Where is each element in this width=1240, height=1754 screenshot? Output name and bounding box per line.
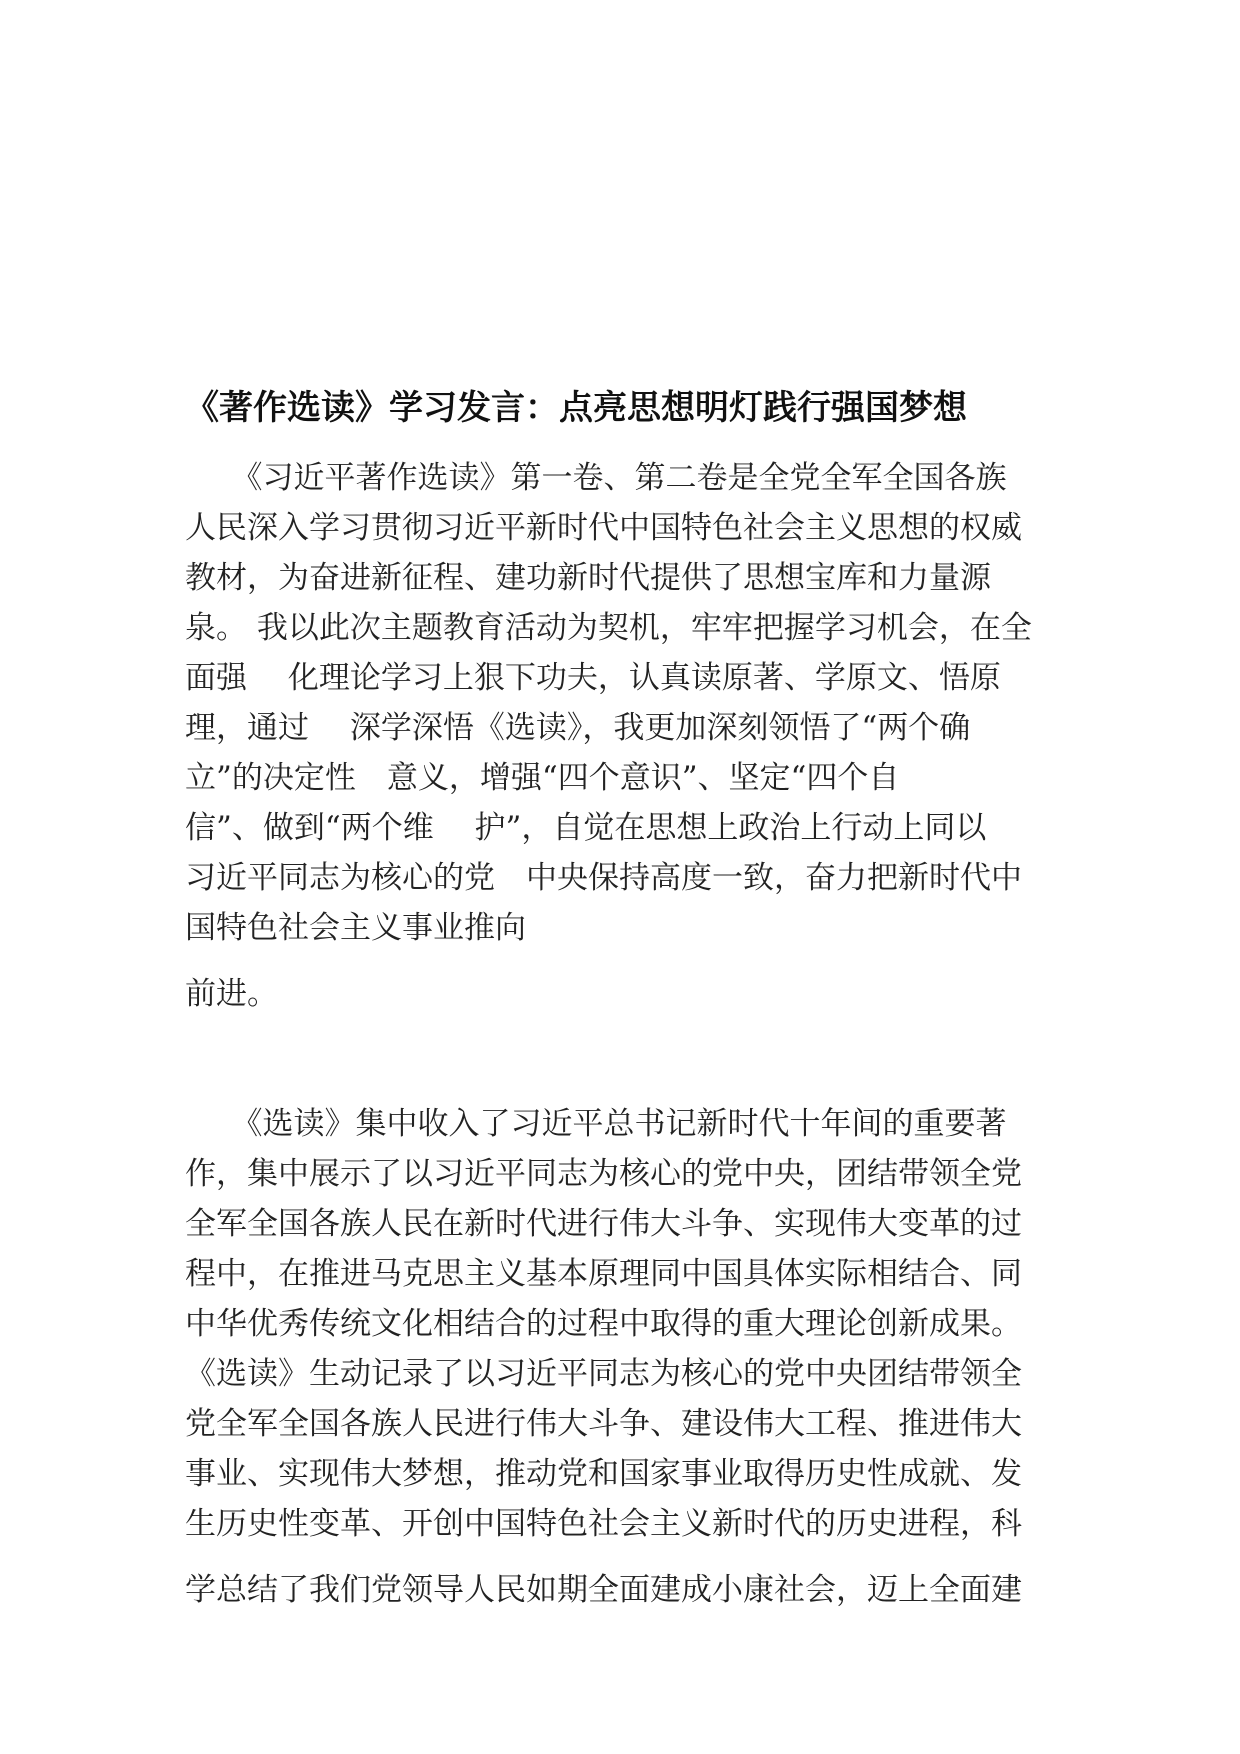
paragraph-2-line: 党全军全国各族人民进行伟大斗争、建设伟大工程、推进伟大: [185, 1406, 1022, 1442]
paragraph-1-tail: 前进。: [185, 976, 278, 1012]
paragraph-1-line: 泉。 我以此次主题教育活动为契机，牢牢把握学习机会，在全: [185, 610, 1032, 646]
paragraph-2-line: 学总结了我们党领导人民如期全面建成小康社会，迈上全面建: [185, 1572, 1022, 1608]
paragraph-1-line: 教材，为奋进新征程、建功新时代提供了思想宝库和力量源: [185, 560, 991, 596]
paragraph-2-line: 中华优秀传统文化相结合的过程中取得的重大理论创新成果。: [185, 1306, 1022, 1342]
document-title: 《著作选读》学习发言：点亮思想明灯践行强国梦想: [185, 388, 967, 428]
paragraph-2-line: 全军全国各族人民在新时代进行伟大斗争、实现伟大变革的过: [185, 1206, 1022, 1242]
paragraph-2-line: 作，集中展示了以习近平同志为核心的党中央，团结带领全党: [185, 1156, 1022, 1192]
paragraph-2-line: 程中，在推进马克思主义基本原理同中国具体实际相结合、同: [185, 1256, 1022, 1292]
paragraph-2-line: 《选读》集中收入了习近平总书记新时代十年间的重要著: [185, 1106, 1007, 1142]
paragraph-1-line: 人民深入学习贯彻习近平新时代中国特色社会主义思想的权威: [185, 510, 1022, 546]
paragraph-2-line: 生历史性变革、开创中国特色社会主义新时代的历史进程，科: [185, 1506, 1022, 1542]
paragraph-1-line: 习近平同志为核心的党 中央保持高度一致，奋力把新时代中: [185, 860, 1022, 896]
paragraph-1-line: 信”、做到“两个维 护”，自觉在思想上政治上行动上同以: [185, 810, 987, 846]
paragraph-1-line: 理，通过 深学深悟《选读》，我更加深刻领悟了“两个确: [185, 710, 971, 746]
paragraph-1-line: 《习近平著作选读》第一卷、第二卷是全党全军全国各族: [185, 460, 1007, 496]
paragraph-2-line: 《选读》生动记录了以习近平同志为核心的党中央团结带领全: [185, 1356, 1022, 1392]
paragraph-1-line: 立”的决定性 意义，增强“四个意识”、坚定“四个自: [185, 760, 900, 796]
paragraph-2-line: 事业、实现伟大梦想，推动党和国家事业取得历史性成就、发: [185, 1456, 1022, 1492]
paragraph-1-line: 国特色社会主义事业推向: [185, 910, 526, 946]
paragraph-1-line: 面强 化理论学习上狠下功夫，认真读原著、学原文、悟原: [185, 660, 1001, 696]
